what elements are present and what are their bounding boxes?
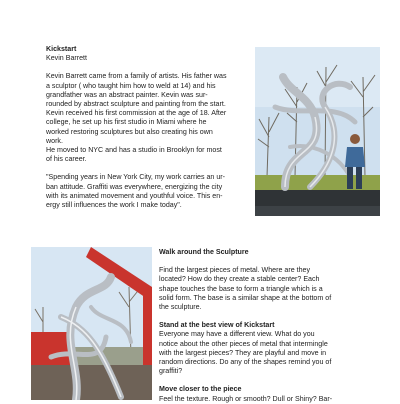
spacer (159, 312, 359, 321)
spacer (46, 63, 244, 72)
artist-intro (46, 45, 244, 210)
sculpture-title: Kickstart (46, 45, 77, 53)
artist-bio: Kevin Barrett came from a family of artists. His father was a sculptor ( who taught him how to weld at 14) and his grandfather was an abstract painter. Kevin was sur- rounded by abstract sculpture and painting from the start. Kevin received his first commission at the age of 18. After college, he set up his first studio in Miami where he worked restoring sculptures but also creating his own work. He moved to NYC and has a studio in Brooklyn for most of his career. (46, 72, 227, 164)
viewing-guide (159, 248, 359, 404)
sculpture-closeup-photo (31, 247, 152, 400)
section-heading: Move closer to the piece (159, 385, 242, 394)
section-heading: Walk around the Sculpture (159, 248, 249, 256)
artist-with-sculpture-photo (255, 47, 380, 216)
spacer (159, 376, 359, 385)
section-body: Find the largest pieces of metal. Where are they located? How do they create a stable center? Each shape touches the base to form a triangle which is a solid form. The base is a similar shape at the bottom of the sculpture. (159, 266, 332, 312)
section-body: Feel the texture. Rough or smooth? Dull or Shiny? Bar- (159, 394, 333, 403)
spacer (159, 257, 359, 266)
artist-name: Kevin Barrett (46, 54, 88, 63)
section-body: Everyone may have a different view. What do you notice about the other pieces of metal that intermingle with the largest pieces? They are playful and move in random directions. Do any of the shapes remind you of graffiti? (159, 330, 332, 376)
artist-quote: "Spending years in New York City, my work carries an ur- ban attitude. Graffiti was everywhere, energizing the city with its animated movement and youthful voice. This en- ergy still influences the work I make today". (46, 173, 226, 210)
section-heading: Stand at the best view of Kickstart (159, 321, 275, 330)
spacer (46, 164, 244, 173)
